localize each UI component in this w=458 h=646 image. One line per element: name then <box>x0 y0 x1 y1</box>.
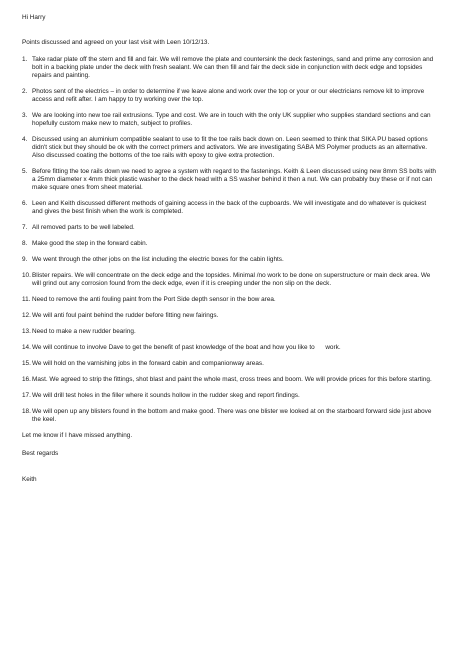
item-text: We went through the other jobs on the list including the electric boxes for the cabin lights. <box>32 256 284 263</box>
list-item <box>22 408 436 424</box>
item-number: 6. <box>22 200 28 207</box>
list-item <box>22 344 436 352</box>
list-item <box>22 328 436 336</box>
item-text: We will drill test holes in the filler where it sounds hollow in the rudder skeg and report findings. <box>32 392 300 399</box>
item-text: Make good the step in the forward cabin. <box>32 240 148 247</box>
item-number: 14. <box>22 344 31 351</box>
list-item <box>22 112 436 128</box>
list-item <box>22 224 436 232</box>
item-text: Need to remove the anti fouling paint from the Port Side depth sensor in the bow area. <box>32 296 276 303</box>
item-text: We will continue to involve Dave to get the benefit of past knowledge of the boat and how you like to work. <box>32 344 341 351</box>
item-number: 4. <box>22 136 28 143</box>
list-item <box>22 296 436 304</box>
list-item <box>22 360 436 368</box>
item-text: Leen and Keith discussed different methods of gaining access in the back of the cupboards. We will investigate and do whatever is quickest and gives the best finish when the work is completed. <box>32 200 427 215</box>
item-text: All removed parts to be well labeled. <box>32 224 135 231</box>
item-text: Photos sent of the electrics – in order to determine if we leave alone and work over the top or your or our electricians remove kit to improve access and refit after. I am happy to try working over the top. <box>32 88 425 103</box>
list-item <box>22 136 436 160</box>
item-number: 15. <box>22 360 31 367</box>
item-text: We will open up any blisters found in the bottom and make good. There was one blister we looked at on the starboard forward side just above the keel. <box>32 408 432 423</box>
list-item <box>22 272 436 288</box>
item-number: 17. <box>22 392 31 399</box>
item-number: 2. <box>22 88 28 95</box>
item-text: We will hold on the varnishing jobs in the forward cabin and companionway areas. <box>32 360 264 367</box>
item-text: Mast. We agreed to strip the fittings, shot blast and paint the whole mast, cross trees and boom. We will provide prices for this before starting. <box>32 376 432 383</box>
item-text: Take radar plate off the stern and fill and fair. We will remove the plate and countersink the deck fastenings, sand and prime any corrosion and bolt in a backing plate under the deck with fresh sealant. We can then fill and fair the deck side in conjunction with deck edge and topsides repairs and painting. <box>32 56 434 79</box>
intro-line: Points discussed and agreed on your last visit with Leen 10/12/13. <box>22 39 210 46</box>
item-text: We will anti foul paint behind the rudder before fitting new fairings. <box>32 312 219 319</box>
item-number: 1. <box>22 56 28 63</box>
list-item <box>22 256 436 264</box>
item-text: Before fitting the toe rails down we need to agree a system with regard to the fastenings. Keith & Leen discussed using new 8mm SS bolts with a 25mm diameter x 4mm thick plastic washer to the deck head with a SS washer behind it then a nut. We can probably buy these or if not can make square ones from sheet material. <box>32 168 436 191</box>
list-item <box>22 88 436 104</box>
item-number: 3. <box>22 112 28 119</box>
item-text: Blister repairs. We will concentrate on the deck edge and the topsides. Minimal /no work to be done on superstructure or main deck area. We will grind out any corrosion found from the deck edge, even if it is creeping under the non slip on the deck. <box>32 272 431 287</box>
signature: Keith <box>22 476 37 483</box>
item-number: 16. <box>22 376 31 383</box>
item-number: 18. <box>22 408 31 415</box>
list-item <box>22 168 436 192</box>
greeting: Hi Harry <box>22 14 46 21</box>
list-item <box>22 312 436 320</box>
item-text: We are looking into new toe rail extrusions. Type and cost. We are in touch with the only UK supplier who supplies standard sections and can hopefully custom make new to match, subject to profiles. <box>32 112 431 127</box>
list-item <box>22 200 436 216</box>
item-number: 10. <box>22 272 31 279</box>
closing-line: Let me know if I have missed anything. <box>22 432 133 439</box>
list-item <box>22 392 436 400</box>
list-item <box>22 56 436 80</box>
item-text: Need to make a new rudder bearing. <box>32 328 136 335</box>
item-number: 9. <box>22 256 28 263</box>
sign-off: Best regards <box>22 450 59 457</box>
list-item <box>22 376 436 384</box>
points-list <box>22 56 436 424</box>
item-text: Discussed using an aluminium compatible sealant to use to fit the toe rails back down on. Leen seemed to think that SIKA PU based options didn't stick but they should be ok with the correct primers and activators. We are investigating SABA MS Polymer products as an alternative. Also discussed coating the bottoms of the toe rails with epoxy to give extra protection. <box>32 136 428 159</box>
item-number: 7. <box>22 224 28 231</box>
item-number: 5. <box>22 168 28 175</box>
item-number: 11. <box>22 296 31 303</box>
item-number: 12. <box>22 312 31 319</box>
item-number: 8. <box>22 240 28 247</box>
item-number: 13. <box>22 328 31 335</box>
list-item <box>22 240 436 248</box>
